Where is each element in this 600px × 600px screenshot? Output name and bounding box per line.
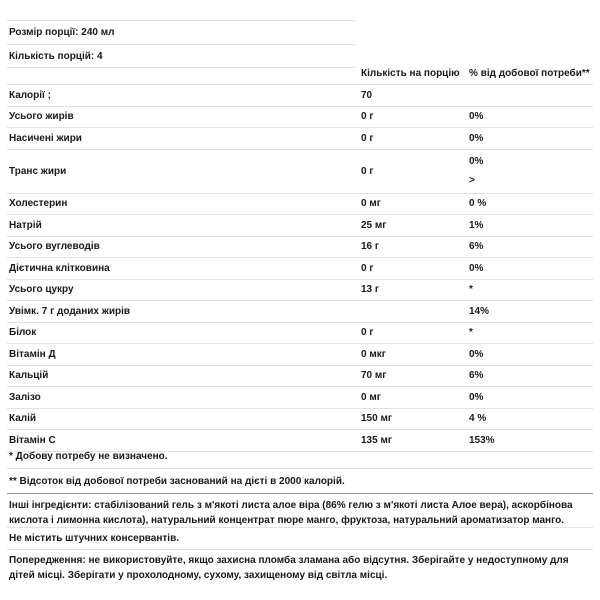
table-row [7, 258, 593, 280]
nutrient-name: Калій [7, 408, 359, 430]
nutrient-dv: 0% [467, 106, 593, 128]
table-row [7, 322, 593, 344]
nutrient-amount: 135 мг [359, 430, 467, 452]
nutrient-dv: 0% [467, 258, 593, 280]
nutrient-name: Калорії ; [7, 85, 359, 107]
nutrient-dv: 1% [467, 215, 593, 237]
nutrient-dv-extra: > [469, 175, 475, 186]
nutrient-name: Усього цукру [7, 279, 359, 301]
table-row [7, 85, 593, 107]
nutrient-name: Білок [7, 322, 359, 344]
nutrient-dv: 14% [467, 301, 593, 323]
table-row [7, 344, 593, 366]
footnote-no-dv: * Добову потребу не визначено. [7, 445, 593, 469]
table-row [7, 301, 593, 323]
nutrient-name: Вітамін Д [7, 344, 359, 366]
nutrient-dv: 0% [467, 128, 593, 150]
nutrient-dv: 6% [467, 236, 593, 258]
nutrient-dv [467, 149, 593, 193]
table-row [7, 193, 593, 215]
nutrient-amount: 0 г [359, 258, 467, 280]
nutrient-name: Кальцій [7, 365, 359, 387]
nutrient-name: Натрій [7, 215, 359, 237]
nutrient-amount: 70 мг [359, 365, 467, 387]
nutrient-name: Насичені жири [7, 128, 359, 150]
nutrient-amount: 13 г [359, 279, 467, 301]
table-row [7, 106, 593, 128]
nutrient-amount: 0 мкг [359, 344, 467, 366]
storage-warning: Попередження: не використовуйте, якщо захисна пломба зламана або відсутня. Зберігайте у недоступному для дітей місці. Зберігати у прохолодному, сухому, захищеному від світла місці. [9, 555, 569, 581]
nutrient-name: Увімк. 7 г доданих жирів [7, 301, 359, 323]
table-row [7, 387, 593, 409]
serving-size: Розмір порції: 240 мл [7, 20, 356, 44]
no-preservatives: Не містить штучних консервантів. [7, 528, 593, 550]
nutrient-dv: 153% [467, 430, 593, 452]
nutrition-rows [7, 85, 593, 452]
nutrient-amount: 0 г [359, 322, 467, 344]
nutrient-amount: 0 мг [359, 193, 467, 215]
footnote-dv-basis: ** Відсоток від добової потреби заснований на дієті в 2000 калорій. [7, 469, 593, 494]
nutrient-name: Дієтична клітковина [7, 258, 359, 280]
nutrient-dv [467, 85, 593, 107]
other-ingredients: Інші інгредієнти: стабілізований гель з м'якоті листа алое віра (86% гелю з м'якоті листа Алое вера), аскорбінова кислота і лимонна кислота), натуральний концентрат пюре манго, фруктоза, натуральний ароматизатор манго. [7, 498, 593, 528]
nutrient-dv: 0% [467, 387, 593, 409]
nutrient-dv: 0 % [467, 193, 593, 215]
nutrient-dv: 4 % [467, 408, 593, 430]
nutrient-name: Усього жирів [7, 106, 359, 128]
table-row [7, 408, 593, 430]
nutrient-name: Усього вуглеводів [7, 236, 359, 258]
nutrient-amount [359, 301, 467, 323]
nutrient-amount: 25 мг [359, 215, 467, 237]
table-row [7, 128, 593, 150]
nutrient-dv: * [467, 279, 593, 301]
nutrient-amount: 150 мг [359, 408, 467, 430]
nutrient-dv: 0% [467, 344, 593, 366]
nutrient-dv: 6% [467, 365, 593, 387]
table-row [7, 215, 593, 237]
col-header-dv: % від добової потреби** [467, 62, 593, 85]
nutrition-table [7, 62, 593, 452]
table-row [7, 149, 593, 193]
nutrient-amount: 0 г [359, 106, 467, 128]
col-header-nutrient [7, 62, 359, 85]
nutrient-name: Транс жири [7, 149, 359, 193]
nutrient-name: Вітамін С [7, 430, 359, 452]
nutrient-name: Залізо [7, 387, 359, 409]
col-header-amount: Кількість на порцію [359, 62, 467, 85]
servings-count: Кількість порцій: 4 [7, 44, 356, 68]
table-row [7, 279, 593, 301]
nutrient-amount: 0 г [359, 149, 467, 193]
nutrient-dv-value: 0% [469, 156, 484, 167]
nutrient-amount: 16 г [359, 236, 467, 258]
table-row [7, 236, 593, 258]
nutrient-amount: 0 г [359, 128, 467, 150]
nutrient-name: Холестерин [7, 193, 359, 215]
header-row [7, 62, 593, 85]
nutrient-amount: 0 мг [359, 387, 467, 409]
nutrient-dv: * [467, 322, 593, 344]
table-row [7, 365, 593, 387]
nutrient-amount: 70 [359, 85, 467, 107]
